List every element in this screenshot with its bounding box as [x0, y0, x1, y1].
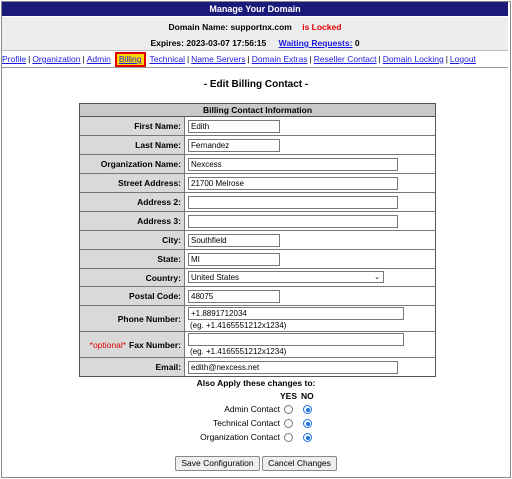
row-address3: [80, 212, 435, 231]
email-label: Email:: [80, 358, 185, 376]
row-country: [80, 269, 435, 287]
first-name-label: First Name:: [80, 117, 185, 135]
row-fax: [80, 332, 435, 358]
phone-label: Phone Number:: [80, 306, 185, 331]
phone-input[interactable]: +1.8891712034: [188, 307, 404, 320]
domain-name-row: [2, 22, 508, 32]
waiting-requests-link[interactable]: Waiting Requests:: [278, 38, 353, 48]
organization-name-input[interactable]: Nexcess: [188, 158, 398, 171]
apply-organization-label: Organization Contact: [200, 432, 280, 442]
no-column-header: NO: [301, 391, 314, 401]
email-input[interactable]: edith@nexcess.net: [188, 361, 398, 374]
state-input[interactable]: MI: [188, 253, 280, 266]
row-postal-code: [80, 287, 435, 306]
address2-label: Address 2:: [80, 193, 185, 211]
first-name-input[interactable]: Edith: [188, 120, 280, 133]
fax-label-cell: [80, 332, 185, 357]
street-address-input[interactable]: 21700 Melrose: [188, 177, 398, 190]
postal-code-label: Postal Code:: [80, 287, 185, 305]
postal-code-input[interactable]: 48075: [188, 290, 280, 303]
chevron-down-icon: ⌄: [374, 274, 380, 281]
row-first-name: [80, 117, 435, 136]
state-label: State:: [80, 250, 185, 268]
page-header-title: Manage Your Domain: [2, 2, 508, 16]
address3-input[interactable]: [188, 215, 398, 228]
apply-technical-label: Technical Contact: [212, 418, 280, 428]
yes-column-header: YES: [280, 391, 298, 401]
page-title: - Edit Billing Contact -: [203, 79, 309, 90]
apply-changes-title: Also Apply these changes to:: [196, 378, 316, 388]
country-label: Country:: [80, 269, 185, 286]
row-address2: [80, 193, 435, 212]
nav-admin[interactable]: Admin: [86, 54, 111, 64]
row-city: [80, 231, 435, 250]
table-header: Billing Contact Information: [80, 104, 435, 117]
domain-info-box: [2, 17, 508, 51]
row-state: [80, 250, 435, 269]
domain-name-value: supportnx.com: [230, 22, 292, 32]
row-last-name: [80, 136, 435, 155]
expires-value: 2023-03-07 17:56:15: [186, 38, 267, 48]
save-configuration-button[interactable]: Save Configuration: [175, 456, 260, 471]
billing-contact-table: [79, 103, 436, 377]
row-email: [80, 358, 435, 376]
nav-organization[interactable]: Organization: [32, 54, 81, 64]
apply-technical-no-radio[interactable]: [303, 419, 312, 428]
country-selected-value: United States: [191, 273, 240, 282]
fax-input[interactable]: [188, 333, 404, 346]
nav-reseller-contact[interactable]: Reseller Contact: [313, 54, 377, 64]
street-address-label: Street Address:: [80, 174, 185, 192]
apply-technical-yes-radio[interactable]: [284, 419, 293, 428]
row-organization-name: [80, 155, 435, 174]
fax-format-hint: (eg. +1.4165551212x1234): [190, 347, 287, 356]
apply-organization-yes-radio[interactable]: [284, 433, 293, 442]
city-label: City:: [80, 231, 185, 249]
nav-name-servers[interactable]: Name Servers: [191, 54, 246, 64]
main-nav: Profile | Organization | Admin Billing Technical | Name Servers | Domain Extras | Reseller Contact | Domain Locking | Logout: [2, 52, 508, 66]
row-phone: [80, 306, 435, 332]
locked-status: is Locked: [302, 22, 342, 32]
organization-name-label: Organization Name:: [80, 155, 185, 173]
country-select[interactable]: [188, 271, 384, 283]
nav-technical[interactable]: Technical: [149, 54, 185, 64]
expires-row: [2, 38, 508, 48]
domain-name-label: Domain Name:: [168, 22, 229, 32]
nav-domain-locking[interactable]: Domain Locking: [382, 54, 444, 64]
nav-billing[interactable]: Billing: [115, 52, 146, 67]
row-street-address: [80, 174, 435, 193]
phone-format-hint: (eg. +1.4165551212x1234): [190, 321, 287, 330]
waiting-requests-count: 0: [354, 38, 360, 48]
optional-tag: *optional*: [89, 339, 127, 350]
apply-organization-no-radio[interactable]: [303, 433, 312, 442]
city-input[interactable]: Southfield: [188, 234, 280, 247]
expires-label: Expires:: [150, 38, 184, 48]
apply-admin-no-radio[interactable]: [303, 405, 312, 414]
last-name-input[interactable]: Fernandez: [188, 139, 280, 152]
address2-input[interactable]: [188, 196, 398, 209]
apply-admin-yes-radio[interactable]: [284, 405, 293, 414]
address3-label: Address 3:: [80, 212, 185, 230]
apply-admin-label: Admin Contact: [224, 404, 280, 414]
nav-profile[interactable]: Profile: [2, 54, 27, 64]
last-name-label: Last Name:: [80, 136, 185, 154]
nav-divider: [2, 67, 508, 68]
fax-label: Fax Number:: [129, 339, 181, 350]
nav-domain-extras[interactable]: Domain Extras: [251, 54, 308, 64]
cancel-changes-button[interactable]: Cancel Changes: [262, 456, 337, 471]
nav-logout[interactable]: Logout: [449, 54, 476, 64]
